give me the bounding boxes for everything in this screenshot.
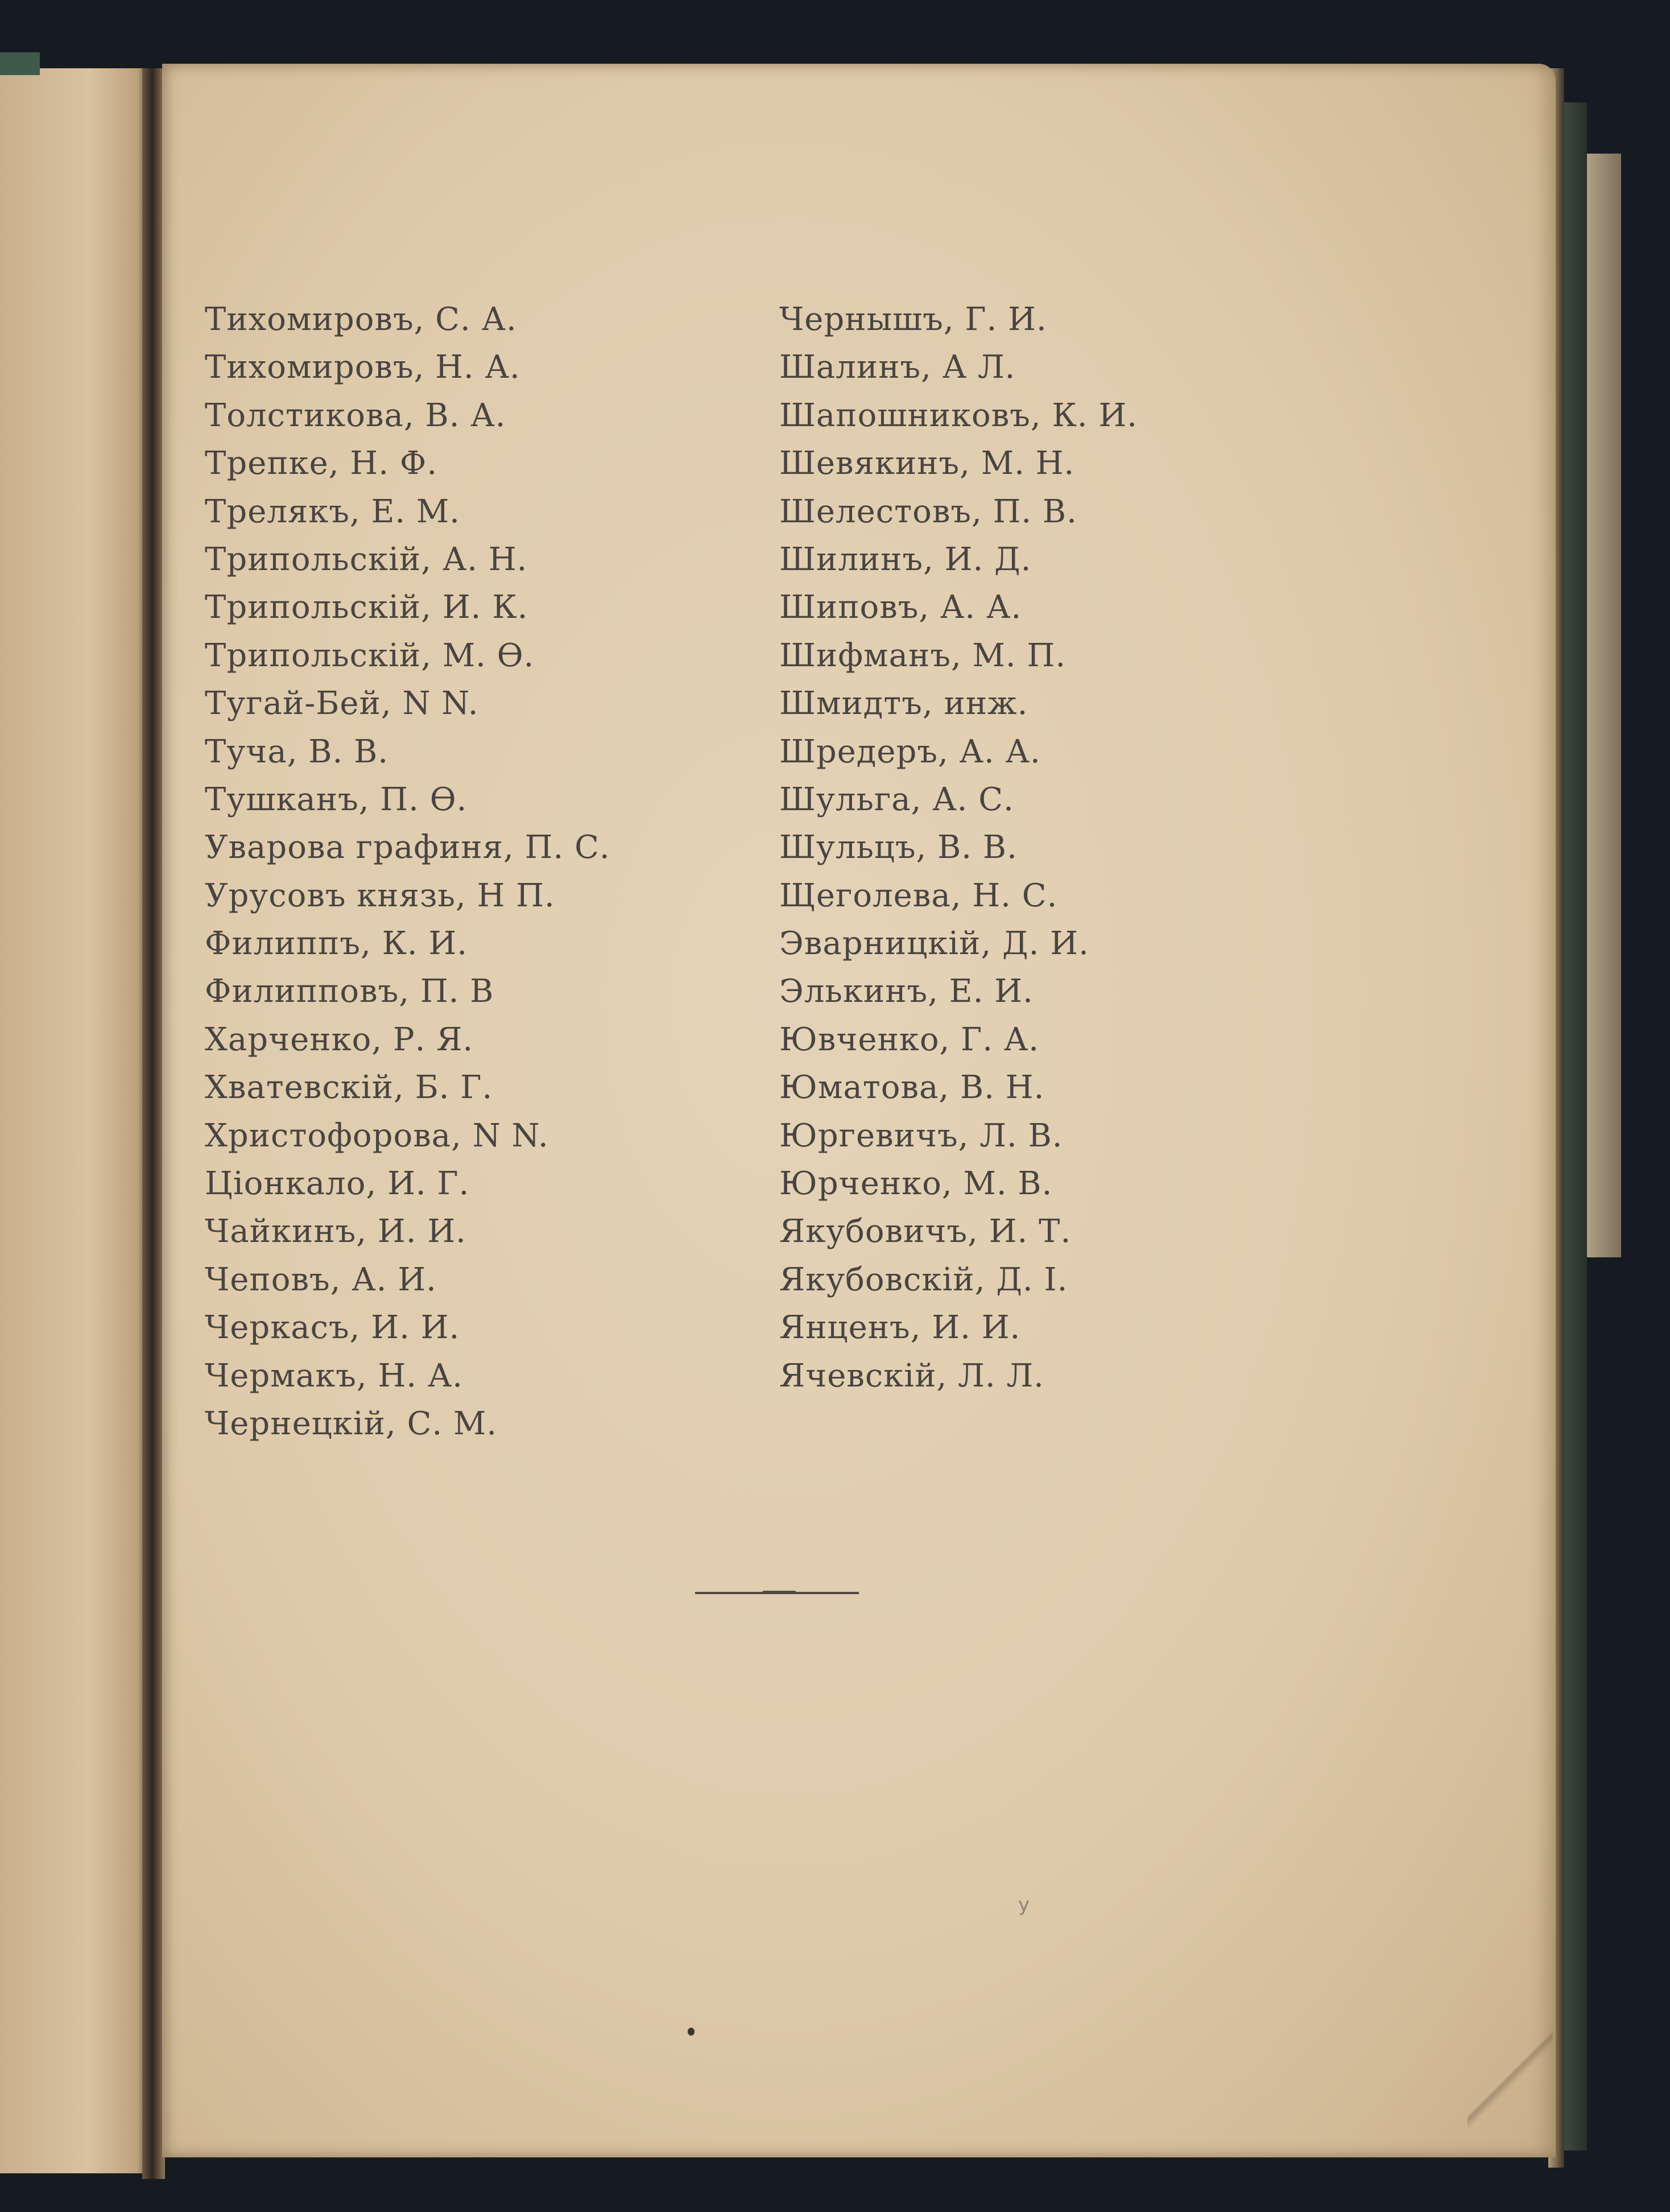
name-entry: Шиповъ, А. А.: [779, 589, 1022, 626]
page-corner-crease: [1468, 2025, 1553, 2128]
name-entry: Шалинъ, А Л.: [779, 349, 1016, 386]
name-entry: Шевякинъ, М. Н.: [779, 445, 1075, 482]
name-entry: Шилинъ, И. Д.: [779, 540, 1032, 578]
name-entry: Черкасъ, И. И.: [205, 1309, 460, 1347]
name-entry: Ячевскій, Л. Л.: [779, 1357, 1044, 1394]
book-gutter: [142, 68, 165, 2179]
name-entry: Элькинъ, Е. И.: [779, 973, 1034, 1010]
name-entry: Трелякъ, Е. М.: [205, 493, 461, 530]
name-entry: Туча, В. В.: [205, 733, 389, 770]
name-entry: Чернецкій, С. М.: [205, 1405, 498, 1442]
book-cover-edge: [1564, 102, 1587, 2151]
ink-dot: [688, 2028, 695, 2036]
name-entry: Тихомировъ, С. А.: [205, 301, 517, 338]
name-entry: Юрченко, М. В.: [779, 1165, 1053, 1203]
name-entry: Уварова графиня, П. С.: [205, 829, 610, 866]
name-entry: Филиппъ, К. И.: [205, 925, 468, 963]
name-entry: Чайкинъ, И. И.: [205, 1213, 466, 1251]
closing-rule-ornament: [762, 1591, 796, 1594]
left-facing-page-edge: [0, 68, 149, 2173]
name-entry: Харченко, Р. Я.: [205, 1021, 474, 1058]
name-entry: Трипольскій, А. Н.: [205, 540, 528, 578]
name-entry: Трипольскій, М. Ѳ.: [205, 637, 535, 674]
name-entry: Тушканъ, П. Ѳ.: [205, 781, 468, 818]
name-entry: Толстикова, В. А.: [205, 397, 506, 434]
name-entry: Якубовичъ, И. Т.: [779, 1213, 1072, 1251]
pencil-mark: у: [1018, 1893, 1030, 1916]
name-entry: Трипольскій, И. К.: [205, 589, 528, 626]
name-entry: Якубовскій, Д. І.: [779, 1261, 1068, 1298]
name-entry: Шифманъ, М. П.: [779, 637, 1067, 674]
name-entry: Филипповъ, П. В: [205, 973, 494, 1010]
name-entry: Шульцъ, В. В.: [779, 829, 1018, 866]
left-page-cover-edge: [0, 52, 40, 75]
name-entry: Урусовъ князь, Н П.: [205, 877, 555, 914]
name-entry: Тугай-Бей, N N.: [205, 685, 479, 723]
name-entry: Юматова, В. Н.: [779, 1069, 1045, 1107]
cover-spine-strip: [1587, 154, 1621, 1257]
name-entry: Чермакъ, Н. А.: [205, 1357, 464, 1394]
name-entry: Трепке, Н. Ф.: [205, 445, 438, 482]
name-entry: Шелестовъ, П. В.: [779, 493, 1077, 530]
right-name-column: [779, 296, 1138, 1400]
name-entry: Ювченко, Г. А.: [779, 1021, 1040, 1058]
name-entry: Христофорова, N N.: [205, 1117, 549, 1154]
name-entry: Шапошниковъ, К. И.: [779, 397, 1138, 434]
name-entry: Хватевскій, Б. Г.: [205, 1069, 493, 1107]
name-entry: Шредеръ, А. А.: [779, 733, 1041, 770]
name-entry: Янценъ, И. И.: [779, 1309, 1021, 1347]
name-entry: Тихомировъ, Н. А.: [205, 349, 520, 386]
name-entry: Чеповъ, А. И.: [205, 1261, 437, 1298]
name-entry: Щеголева, Н. С.: [779, 877, 1058, 914]
left-name-column: [205, 296, 610, 1448]
name-entry: Чернышъ, Г. И.: [779, 301, 1047, 338]
name-entry: Эварницкій, Д. И.: [779, 925, 1089, 963]
name-entry: Ціонкало, И. Г.: [205, 1165, 470, 1203]
name-entry: Шмидтъ, инж.: [779, 685, 1028, 723]
name-entry: Шульга, А. С.: [779, 781, 1014, 818]
name-entry: Юргевичъ, Л. В.: [779, 1117, 1063, 1154]
